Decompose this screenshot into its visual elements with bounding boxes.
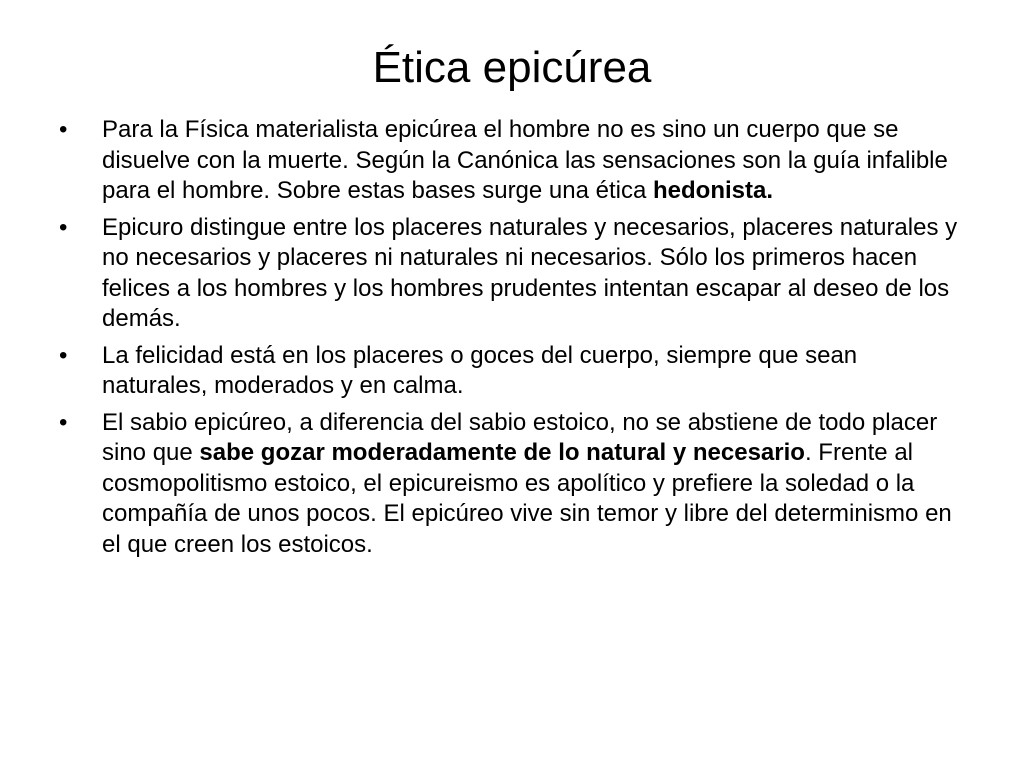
bullet-icon: • bbox=[59, 341, 68, 369]
bullet-text-bold: sabe gozar moderadamente de lo natural y necesario bbox=[199, 439, 805, 466]
bullet-text-plain: Para la Física materialista epicúrea el hombre no es sino un cuerpo que se disuelve con la muerte. Según la Canónica las sensaciones son la guía infalible para el hombre. Sobre estas bases surge una ética bbox=[102, 116, 948, 204]
bullet-list bbox=[55, 115, 965, 566]
bullet-text-plain: El sabio epicúreo, a diferencia del sabio estoico, no se abstiene de todo placer sino que bbox=[102, 408, 938, 466]
bullet-text-plain: La felicidad está en los placeres o goces del cuerpo, siempre que sean naturales, moderados y en calma. bbox=[102, 341, 858, 399]
bullet-icon: • bbox=[59, 116, 68, 143]
slide-title: Ética epicúrea bbox=[372, 43, 652, 92]
bullet-text-plain: Epicuro distingue entre los placeres naturales y necesarios, placeres naturales y no necesarios y placeres ni naturales ni necesarios. Sólo los primeros hacen felices a los hombres y los hombres prudentes intentan escapar al deseo de los demás. bbox=[102, 213, 958, 332]
bullet-text-bold: hedonista. bbox=[653, 177, 774, 204]
bullet-text bbox=[102, 342, 857, 400]
bullet-item bbox=[55, 408, 965, 561]
bullet-icon: • bbox=[59, 408, 68, 436]
bullet-text bbox=[102, 116, 948, 204]
bullet-item bbox=[55, 341, 965, 402]
bullet-text bbox=[102, 409, 952, 558]
bullet-icon: • bbox=[59, 213, 68, 241]
bullet-text bbox=[102, 214, 957, 333]
bullet-item bbox=[55, 115, 965, 207]
bullet-text-plain-after: . Frente al cosmopolitismo estoico, el epicureismo es apolítico y prefiere la soledad o la compañía de unos pocos. El epicúreo vive sin temor y libre del determinismo en el que creen los estoicos. bbox=[102, 439, 952, 558]
bullet-item bbox=[55, 213, 965, 335]
